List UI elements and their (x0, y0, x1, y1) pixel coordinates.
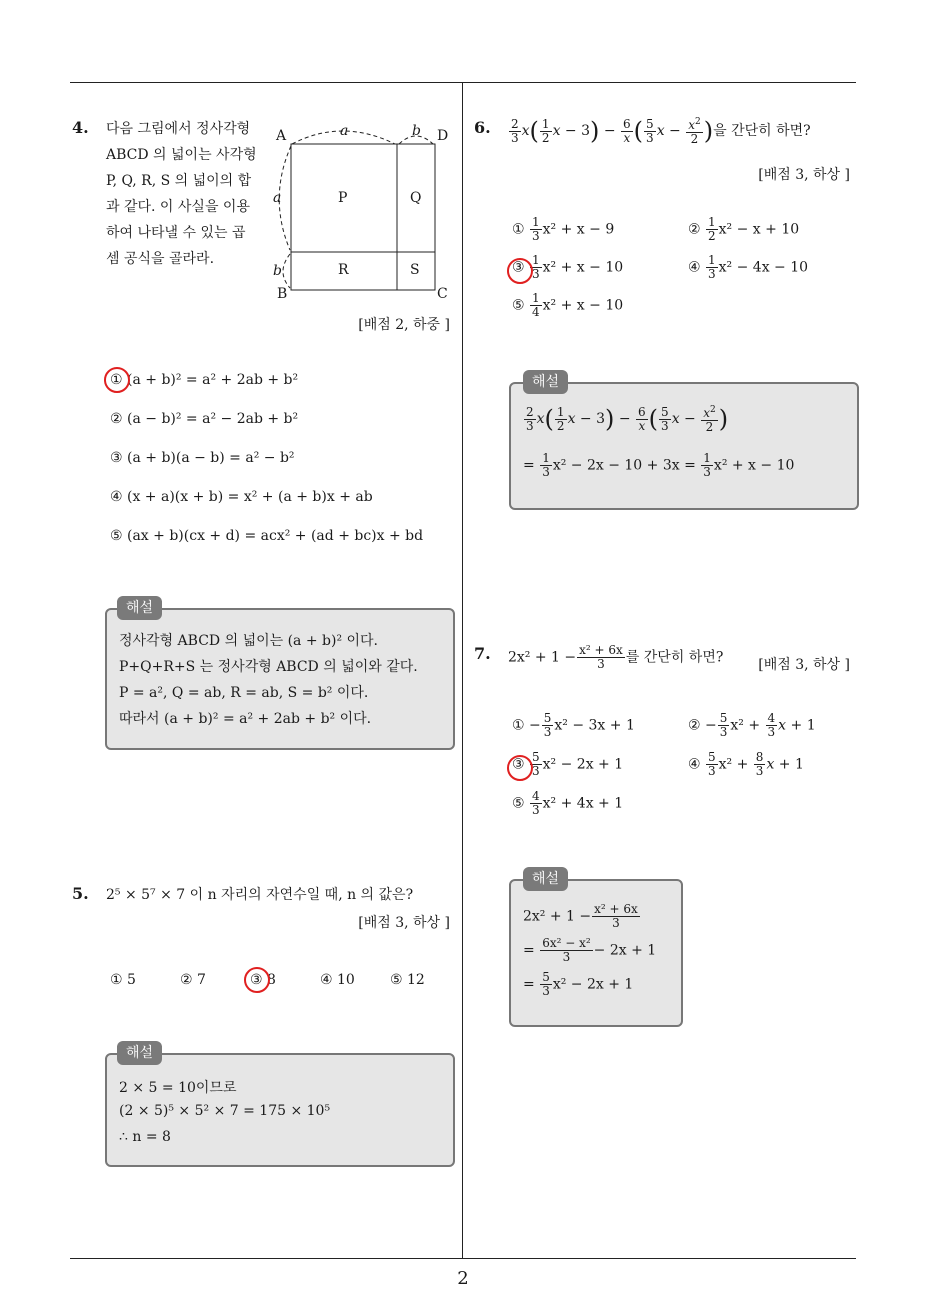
q7-number: 7. (474, 644, 491, 663)
q6-choice-5[interactable]: ⑤ $\frac{1}{4}$ x² + x − 10 (512, 291, 624, 319)
column-divider (462, 82, 463, 1258)
q6-choice-1[interactable]: ① $\frac{1}{3}$ x² + x − 9 (512, 215, 615, 243)
q5-number: 5. (72, 884, 89, 903)
q5-score: [배점 3, 하상 ] (358, 915, 450, 931)
q4-solution-box (105, 600, 455, 750)
solution-tag: 해설 (523, 370, 568, 394)
answer-mark-icon (507, 755, 533, 781)
q4-choice-3[interactable]: ③ (a + b)(a − b) = a² − b² (110, 450, 295, 466)
q6-score: [배점 3, 하상 ] (758, 167, 850, 183)
q5-sol-line-1: 2 × 5 = 10이므로 (119, 1080, 237, 1096)
region-R: R (338, 262, 349, 278)
label-b-top: b (412, 123, 421, 139)
q5-choice-5[interactable]: ⑤ 12 (390, 972, 425, 988)
q4-sol-line-3: P = a², Q = ab, R = ab, S = b² 이다. (119, 685, 369, 701)
q5-choice-2[interactable]: ② 7 (180, 972, 206, 988)
label-B: B (277, 286, 288, 302)
page-number: 2 (457, 1268, 469, 1289)
q5-choice-1[interactable]: ① 5 (110, 972, 136, 988)
q6-sol-line-2: = $\frac{1}{3}$ x² − 2x − 10 + 3x = $\frac{1}{3}$ x² + x − 10 (523, 451, 795, 479)
q4-sol-line-1: 정사각형 ABCD 의 넓이는 (a + b)² 이다. (119, 633, 379, 649)
region-P: P (338, 190, 348, 206)
q4-number: 4. (72, 118, 89, 137)
q5-solution-box (105, 1045, 455, 1167)
q6-suffix: 을 간단히 하면? (713, 123, 811, 139)
q5-sol-line-2: (2 × 5)⁵ × 5² × 7 = 175 × 10⁵ (119, 1103, 331, 1119)
q7-sol-line-1: 2x² + 1 − $\frac{\text{x² + 6x}}{3}$ (523, 902, 638, 930)
region-Q: Q (410, 190, 422, 206)
q4-choice-5[interactable]: ⑤ (ax + b)(cx + d) = acx² + (ad + bc)x + bd (110, 528, 424, 544)
label-C: C (437, 286, 448, 302)
q7-choice-3[interactable]: ③ $\frac{5}{3}$ x² − 2x + 1 (512, 750, 624, 778)
answer-mark-icon (507, 258, 533, 284)
q5-text: 2⁵ × 5⁷ × 7 이 n 자리의 자연수일 때, n 의 값은? (106, 887, 414, 903)
q6-number: 6. (474, 118, 491, 137)
label-b-left: b (273, 263, 282, 279)
q5-sol-line-3: ∴ n = 8 (119, 1129, 171, 1145)
solution-tag: 해설 (117, 596, 162, 620)
answer-mark-icon (244, 967, 270, 993)
q7-sol-line-2: = $\frac{\text{6x² − x²}}{3}$ − 2x + 1 (523, 936, 657, 964)
q4-sol-line-4: 따라서 (a + b)² = a² + 2ab + b² 이다. (119, 711, 372, 727)
q6-expression: $\frac{2}{3}$ x( $\frac{1}{2}$ x − 3) − $\frac{6}{x}$ ( $\frac{5}{3}$ x − $\frac{x^2}{2}$ )을 간단히 하면? (511, 116, 811, 146)
q7-choice-5[interactable]: ⑤ $\frac{4}{3}$ x² + 4x + 1 (512, 789, 624, 817)
answer-mark-icon (104, 367, 130, 393)
q6-solution-box (509, 374, 859, 510)
bottom-rule (70, 1258, 856, 1259)
solution-tag: 해설 (523, 867, 568, 891)
label-D: D (437, 128, 449, 144)
region-S: S (410, 262, 420, 278)
q7-sol-line-3: = $\frac{5}{3}$ x² − 2x + 1 (523, 970, 634, 998)
q6-choice-4[interactable]: ④ $\frac{1}{3}$ x² − 4x − 10 (688, 253, 809, 281)
q4-text: 다음 그림에서 정사각형 ABCD 의 넓이는 사각형 P, Q, R, S 의 넓이의 합과 같다. 이 사실을 이용하여 나타낼 수 있는 곱셈 공식을 골라라. (106, 121, 257, 267)
label-A: A (276, 128, 287, 144)
q7-solution-box (509, 871, 683, 1027)
q7-choice-4[interactable]: ④ $\frac{5}{3}$ x² + $\frac{8}{3}$ x + 1 (688, 750, 804, 778)
label-a-top: a (340, 123, 349, 139)
q7-score: [배점 3, 하상 ] (758, 657, 850, 673)
q4-choice-1[interactable]: ① (a + b)² = a² + 2ab + b² (110, 372, 299, 388)
q6-sol-line-1: $\frac{2}{3}$ x( $\frac{1}{2}$ x − 3) − $\frac{6}{x}$ ( $\frac{5}{3}$ x − $\frac{x^2}{2}$ ) (526, 404, 729, 434)
solution-tag: 해설 (117, 1041, 162, 1065)
q6-choice-2[interactable]: ② $\frac{1}{2}$ x² − x + 10 (688, 215, 800, 243)
q4-score: [배점 2, 하중 ] (358, 317, 450, 333)
q4-choice-4[interactable]: ④ (x + a)(x + b) = x² + (a + b)x + ab (110, 489, 373, 505)
q7-choice-1[interactable]: ① − $\frac{5}{3}$ x² − 3x + 1 (512, 711, 635, 739)
q7-choice-2[interactable]: ② − $\frac{5}{3}$ x² + $\frac{4}{3}$ x + 1 (688, 711, 816, 739)
label-a-left: a (273, 190, 282, 206)
q4-choice-2[interactable]: ② (a − b)² = a² − 2ab + b² (110, 411, 299, 427)
q4-sol-line-2: P+Q+R+S 는 정사각형 ABCD 의 넓이와 같다. (119, 659, 418, 675)
q6-choice-3[interactable]: ③ $\frac{1}{3}$ x² + x − 10 (512, 253, 624, 281)
square-diagram (270, 122, 455, 307)
q5-choice-3[interactable]: ③ 8 (250, 972, 276, 988)
q7-expression: 2x² + 1 − $\frac{\text{x² + 6x}}{3}$ 를 간단히 하면? (508, 643, 724, 671)
q5-choice-4[interactable]: ④ 10 (320, 972, 355, 988)
top-rule (70, 82, 856, 83)
